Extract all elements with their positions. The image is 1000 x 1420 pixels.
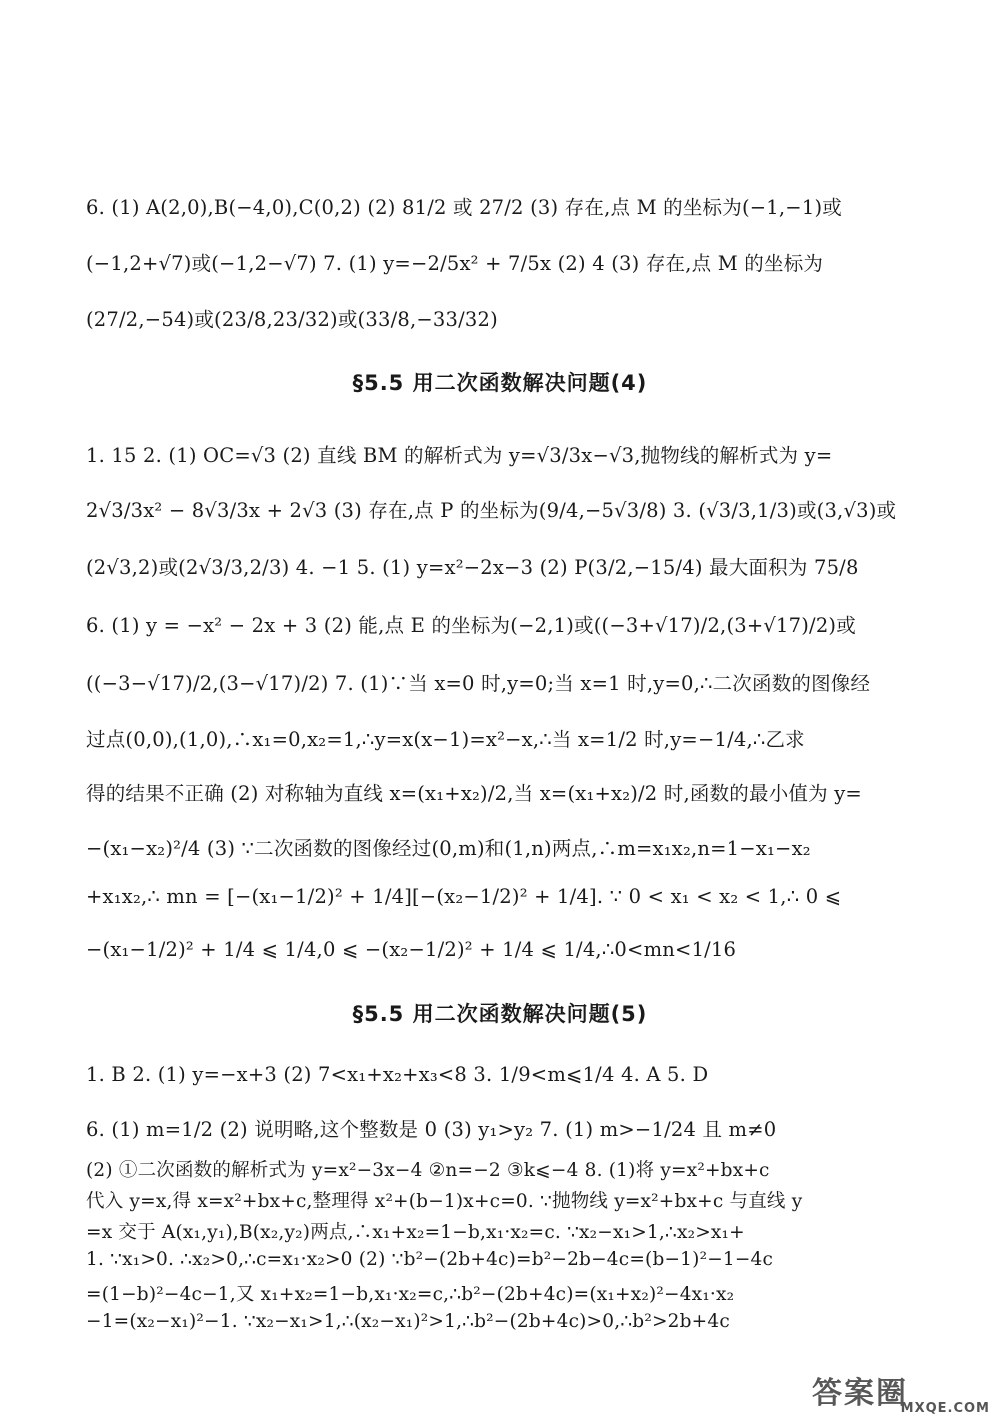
answer-line: ((−3−√17)/2,(3−√17)/2) 7. (1)∵当 x=0 时,y=0;当 x=1 时,y=0,∴二次函数的图像经 [86, 672, 871, 695]
answer-line: (−1,2+√7)或(−1,2−√7) 7. (1) y=−2/5x² + 7/5x (2) 4 (3) 存在,点 M 的坐标为 [86, 252, 824, 275]
answer-line: −(x₁−x₂)²/4 (3) ∵二次函数的图像经过(0,m)和(1,n)两点,∴m=x₁x₂,n=1−x₁−x₂ [86, 837, 811, 860]
answer-line: 1. 15 2. (1) OC=√3 (2) 直线 BM 的解析式为 y=√3/3x−√3,抛物线的解析式为 y= [86, 444, 833, 467]
answer-line: (2√3,2)或(2√3/3,2/3) 4. −1 5. (1) y=x²−2x−3 (2) P(3/2,−15/4) 最大面积为 75/8 [86, 556, 859, 579]
answer-line: 6. (1) y = −x² − 2x + 3 (2) 能,点 E 的坐标为(−2,1)或((−3+√17)/2,(3+√17)/2)或 [86, 614, 856, 637]
site-watermark [812, 1360, 994, 1416]
answer-line: −(x₁−1/2)² + 1/4 ⩽ 1/4,0 ⩽ −(x₂−1/2)² + 1/4 ⩽ 1/4,∴0<mn<1/16 [86, 938, 737, 961]
watermark-logo: 答案圈 [812, 1376, 908, 1411]
answer-line: 2√3/3x² − 8√3/3x + 2√3 (3) 存在,点 P 的坐标为(9/4,−5√3/8) 3. (√3/3,1/3)或(3,√3)或 [86, 499, 897, 522]
answer-line: 得的结果不正确 (2) 对称轴为直线 x=(x₁+x₂)/2,当 x=(x₁+x₂)/2 时,函数的最小值为 y= [86, 782, 862, 805]
answer-line: 1. B 2. (1) y=−x+3 (2) 7<x₁+x₂+x₃<8 3. 1/9<m⩽1/4 4. A 5. D [86, 1063, 709, 1086]
answer-line: (27/2,−54)或(23/8,23/32)或(33/8,−33/32) [86, 308, 498, 331]
answer-line: 过点(0,0),(1,0),∴x₁=0,x₂=1,∴y=x(x−1)=x²−x,∴当 x=1/2 时,y=−1/4,∴乙求 [86, 728, 805, 751]
section-heading-4: §5.5 用二次函数解决问题(4) [352, 371, 648, 395]
answer-line: 6. (1) m=1/2 (2) 说明略,这个整数是 0 (3) y₁>y₂ 7. (1) m>−1/24 且 m≠0 [86, 1118, 777, 1141]
answer-line: 1. ∵x₁>0. ∴x₂>0,∴c=x₁·x₂>0 (2) ∵b²−(2b+4c)=b²−2b−4c=(b−1)²−1−4c [86, 1249, 774, 1270]
answer-line: 6. (1) A(2,0),B(−4,0),C(0,2) (2) 81/2 或 27/2 (3) 存在,点 M 的坐标为(−1,−1)或 [86, 196, 842, 219]
watermark-url: MXQE.COM [900, 1401, 990, 1416]
answer-line: −1=(x₂−x₁)²−1. ∵x₂−x₁>1,∴(x₂−x₁)²>1,∴b²−(2b+4c)>0,∴b²>2b+4c [86, 1311, 730, 1332]
answer-line: =(1−b)²−4c−1,又 x₁+x₂=1−b,x₁·x₂=c,∴b²−(2b+4c)=(x₁+x₂)²−4x₁·x₂ [86, 1284, 735, 1305]
answer-line: +x₁x₂,∴ mn = [−(x₁−1/2)² + 1/4][−(x₂−1/2)² + 1/4]. ∵ 0 < x₁ < x₂ < 1,∴ 0 ⩽ [86, 885, 842, 908]
answer-line: 代入 y=x,得 x=x²+bx+c,整理得 x²+(b−1)x+c=0. ∵抛物线 y=x²+bx+c 与直线 y [86, 1191, 803, 1212]
answer-line: (2) ①二次函数的解析式为 y=x²−3x−4 ②n=−2 ③k⩽−4 8. (1)将 y=x²+bx+c [86, 1160, 770, 1181]
answer-line: =x 交于 A(x₁,y₁),B(x₂,y₂)两点,∴x₁+x₂=1−b,x₁·x₂=c. ∵x₂−x₁>1,∴x₂>x₁+ [86, 1222, 745, 1243]
section-heading-5: §5.5 用二次函数解决问题(5) [352, 1002, 648, 1026]
